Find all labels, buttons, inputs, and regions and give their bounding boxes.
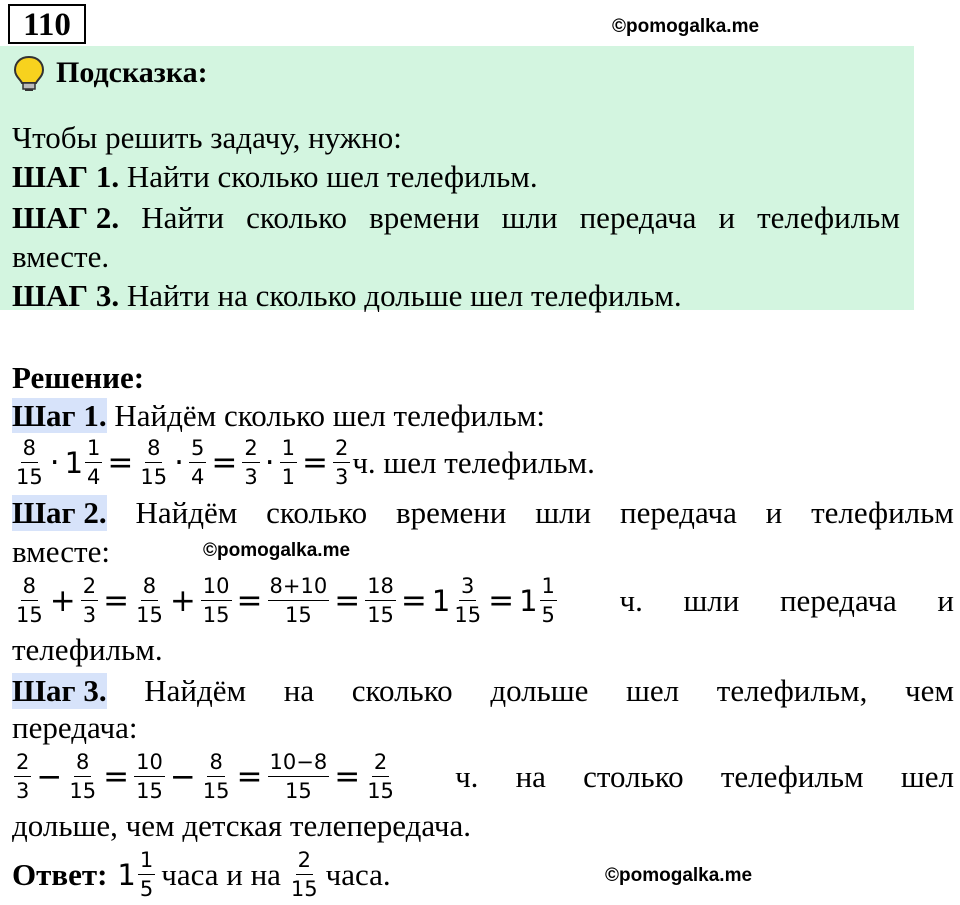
equals: = xyxy=(107,444,134,481)
fraction: $\frac{1}{5}$ xyxy=(541,574,555,627)
step3-heading xyxy=(12,673,954,709)
fraction: $\frac{2}{3}$ xyxy=(334,436,349,489)
operator: + xyxy=(169,582,196,619)
equals: = xyxy=(103,582,130,619)
word: ч. xyxy=(455,758,479,794)
word: шел xyxy=(900,758,954,794)
operator: − xyxy=(36,758,63,795)
word: дольше xyxy=(490,673,589,708)
word: телефильм, xyxy=(716,673,868,708)
equals: = xyxy=(236,582,263,619)
step2-continuation: вместе: xyxy=(12,534,110,569)
mixed-whole: 1 xyxy=(519,583,538,618)
fraction: $\frac{10}{15}$ xyxy=(136,750,163,803)
word: шли xyxy=(501,200,558,235)
fraction: $\frac{5}{4}$ xyxy=(191,436,205,489)
step2-heading xyxy=(12,495,954,531)
word: и xyxy=(718,200,736,235)
mixed-whole: 1 xyxy=(431,583,451,618)
step-text: Найдём сколько шел телефильм: xyxy=(106,398,545,433)
equals: = xyxy=(103,758,130,795)
word: телефильм xyxy=(811,495,954,530)
equals: = xyxy=(334,758,361,795)
word: шли xyxy=(683,582,740,618)
fraction: $\frac{2}{15}$ xyxy=(290,848,318,901)
step1-heading xyxy=(12,398,545,434)
fraction: $\frac{2}{3}$ xyxy=(244,436,258,489)
word: на xyxy=(283,673,315,708)
fraction: $\frac{8}{15}$ xyxy=(16,574,43,627)
hint-step-3 xyxy=(12,278,682,314)
word: ч. xyxy=(619,582,643,618)
word: и xyxy=(937,582,954,618)
step3-equation xyxy=(12,750,398,803)
word: шел xyxy=(626,673,680,708)
operator: − xyxy=(169,758,196,795)
operator: · xyxy=(49,444,60,481)
word: столько xyxy=(583,758,684,794)
equals: = xyxy=(488,582,515,619)
hint-step-1 xyxy=(12,159,538,195)
operator: + xyxy=(49,582,76,619)
fraction: $\frac{2}{3}$ xyxy=(82,574,97,627)
fraction: $\frac{8}{15}$ xyxy=(136,574,163,627)
step2-math xyxy=(12,574,954,627)
equals: = xyxy=(400,582,427,619)
fraction: $\frac{3}{15}$ xyxy=(454,574,482,627)
word: и xyxy=(765,495,783,530)
word: телефильм xyxy=(720,758,864,794)
step-label: Шаг 1. xyxy=(12,398,107,433)
word: чем xyxy=(904,673,954,708)
fraction: $\frac{1}{1}$ xyxy=(281,436,295,489)
word: Найти xyxy=(141,200,225,235)
fraction: $\frac{1}{4}$ xyxy=(87,436,101,489)
hint-step-text: Найти на сколько дольше шел телефильм. xyxy=(119,278,682,313)
word: сколько xyxy=(351,673,453,708)
equals: = xyxy=(236,758,263,795)
hint-title: Подсказка: xyxy=(56,56,208,89)
step-label: Шаг 2. xyxy=(12,495,107,530)
hint-intro: Чтобы решить задачу, нужно: xyxy=(12,120,402,155)
answer-text: часа. xyxy=(325,856,391,892)
fraction: $\frac{8}{15}$ xyxy=(140,436,168,489)
step-tail: ч. шел телефильм. xyxy=(352,444,595,480)
word: сколько xyxy=(246,200,348,235)
problem-number: 110 xyxy=(8,4,86,44)
fraction: $\frac{10-8}{15}$ xyxy=(269,750,328,803)
word: на xyxy=(515,758,546,794)
step2-equation xyxy=(12,574,559,627)
hint-step-label: ШАГ 1. xyxy=(12,159,120,194)
hint-step-label: ШАГ 3. xyxy=(12,278,120,313)
word: времени xyxy=(369,200,480,235)
fraction: $\frac{8}{15}$ xyxy=(202,750,230,803)
watermark: ©pomogalka.me xyxy=(203,540,351,561)
word: Найдём xyxy=(144,673,247,708)
hint-step-label: ШАГ 2. xyxy=(12,200,120,235)
lightbulb-icon xyxy=(12,54,46,94)
mixed-whole: 1 xyxy=(64,445,84,480)
step3-continuation: передача: xyxy=(12,710,138,745)
mixed-whole: 1 xyxy=(117,857,136,892)
step1-math xyxy=(12,436,595,489)
step3-math xyxy=(12,750,954,803)
step3-tail-continuation: дольше, чем детская телепередача. xyxy=(12,808,472,843)
step-label: Шаг 3. xyxy=(12,673,107,708)
watermark: ©pomogalka.me xyxy=(605,865,753,886)
word: времени xyxy=(395,495,507,530)
word: сколько xyxy=(266,495,368,530)
fraction: $\frac{1}{5}$ xyxy=(139,848,154,901)
answer-line xyxy=(12,848,391,901)
solution-title: Решение: xyxy=(12,360,145,395)
hint-step-text: Найти сколько шел телефильм. xyxy=(119,159,538,194)
fraction: $\frac{8+10}{15}$ xyxy=(269,574,328,627)
hint-step-2-continuation: вместе. xyxy=(12,239,110,274)
answer-text: часа и на xyxy=(161,856,281,892)
hint-step-2 xyxy=(12,200,900,236)
word: телефильм xyxy=(757,200,900,235)
step2-tail-continuation: телефильм. xyxy=(12,632,163,667)
fraction: $\frac{10}{15}$ xyxy=(202,574,230,627)
word: передача xyxy=(619,495,737,530)
word: Найдём xyxy=(135,495,238,530)
equals: = xyxy=(211,444,238,481)
fraction: $\frac{18}{15}$ xyxy=(367,574,394,627)
answer-label: Ответ: xyxy=(12,856,108,892)
fraction: $\frac{2}{3}$ xyxy=(16,750,30,803)
equals: = xyxy=(301,444,328,481)
word: передача xyxy=(779,582,897,618)
fraction: $\frac{8}{15}$ xyxy=(16,436,43,489)
operator: · xyxy=(264,444,275,481)
equals: = xyxy=(334,582,361,619)
word: шли xyxy=(535,495,592,530)
operator: · xyxy=(174,444,184,481)
watermark: ©pomogalka.me xyxy=(612,16,760,37)
fraction: $\frac{2}{15}$ xyxy=(367,750,394,803)
fraction: $\frac{8}{15}$ xyxy=(69,750,97,803)
word: передача xyxy=(579,200,697,235)
